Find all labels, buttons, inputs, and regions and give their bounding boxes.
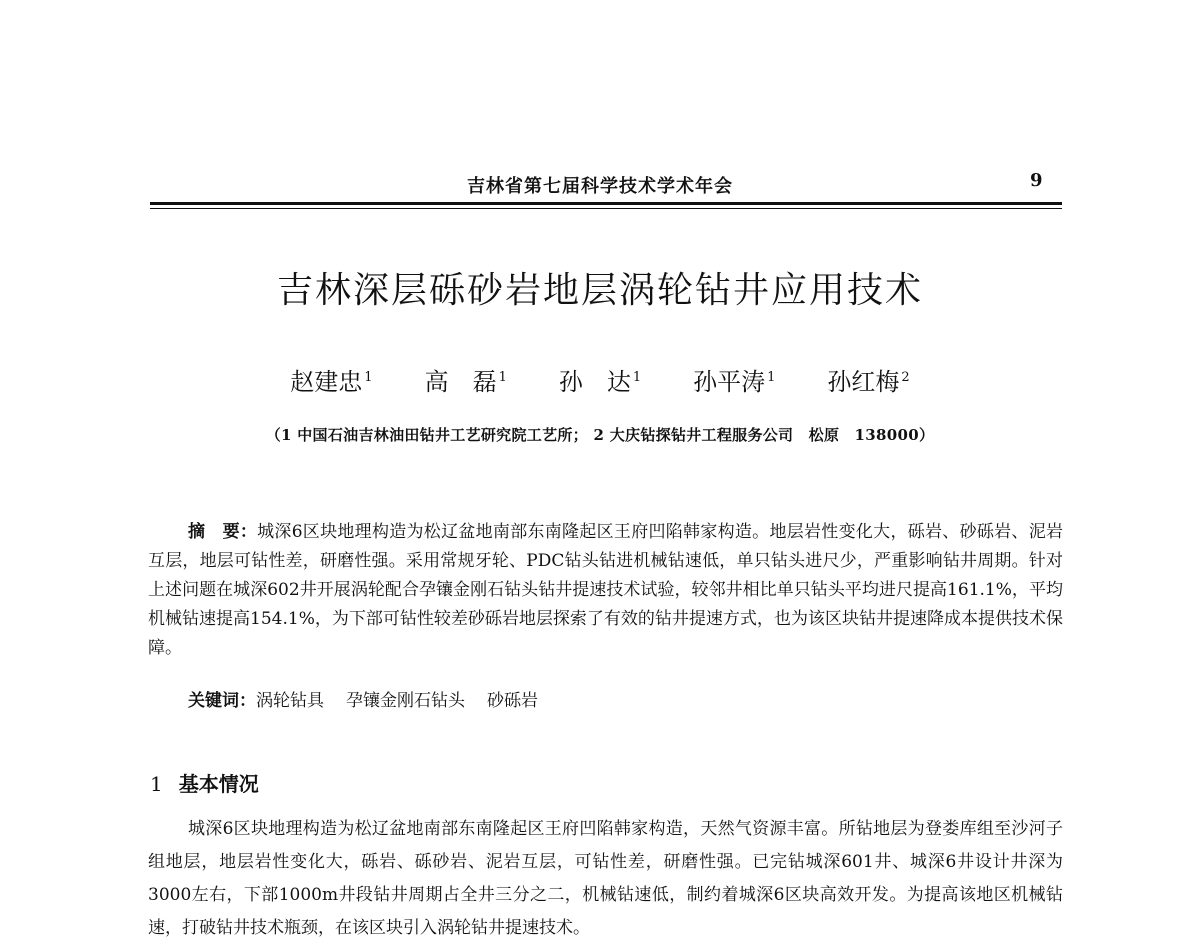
keywords-label: 关键词：	[188, 691, 256, 711]
keyword: 砂砾岩	[487, 691, 538, 711]
header-rule-thin	[150, 208, 1062, 209]
affiliations: （1 中国石油吉林油田钻井工艺研究院工艺所； 2 大庆钻探钻井工程服务公司 松原 138000）	[265, 426, 935, 444]
author-list	[0, 362, 1200, 397]
section-title: 基本情况	[178, 772, 259, 796]
author	[827, 362, 909, 397]
keywords	[188, 686, 560, 711]
header-rule-thick	[150, 202, 1062, 205]
keyword: 孕镶金刚石钻头	[346, 691, 465, 711]
author-name: 孙平涛	[693, 368, 766, 396]
author	[693, 362, 775, 397]
author-affiliation-mark: 1	[767, 370, 776, 385]
section-number: 1	[150, 772, 163, 796]
page-number: 9	[1030, 170, 1043, 191]
abstract-text: 城深6区块地理构造为松辽盆地南部东南隆起区王府凹陷韩家构造。地层岩性变化大，砾岩、砂砾岩、泥岩互层，地层可钻性差，研磨性强。采用常规牙轮、PDC钻头钻进机械钻速低，单只钻头进尺少，严重影响钻井周期。针对上述问题在城深602井开展涡轮配合孕镶金刚石钻头钻井提速技术试验，较邻井相比单只钻头平均进尺提高161.1%，平均机械钻速提高154.1%，为下部可钻性较差砂砾岩地层探索了有效的钻井提速方式，也为该区块钻井提速降成本提供技术保障。	[148, 522, 1063, 658]
author	[290, 362, 372, 397]
section-heading	[150, 768, 259, 797]
abstract	[148, 518, 1063, 663]
author-affiliation-mark: 1	[364, 370, 373, 385]
paper-title: 吉林深层砾砂岩地层涡轮钻井应用技术	[276, 270, 923, 311]
author-affiliation-mark: 2	[901, 370, 910, 385]
section-body-paragraph: 城深6区块地理构造为松辽盆地南部东南隆起区王府凹陷韩家构造，天然气资源丰富。所钻地层为登娄库组至沙河子组地层，地层岩性变化大，砾岩、砾砂岩、泥岩互层，可钻性差，研磨性强。已完钻城深601井、城深6井设计井深为3000左右，下部1000m井段钻井周期占全井三分之二，机械钻速低，制约着城深6区块高效开发。为提高该地区机械钻速，打破钻井技术瓶颈，在该区块引入涡轮钻井提速技术。	[148, 819, 1063, 938]
author-name: 高 磊	[424, 368, 497, 396]
keyword: 涡轮钻具	[256, 691, 324, 711]
author	[559, 362, 641, 397]
author-affiliation-mark: 1	[498, 370, 507, 385]
author-name: 孙红梅	[827, 368, 900, 396]
author-affiliation-mark: 1	[632, 370, 642, 385]
abstract-label: 摘 要：	[188, 522, 258, 542]
author	[425, 362, 507, 397]
author-name: 赵建忠	[290, 368, 363, 396]
running-header-title: 吉林省第七届科学技术学术年会	[467, 176, 733, 197]
author-name: 孙 达	[558, 368, 631, 396]
